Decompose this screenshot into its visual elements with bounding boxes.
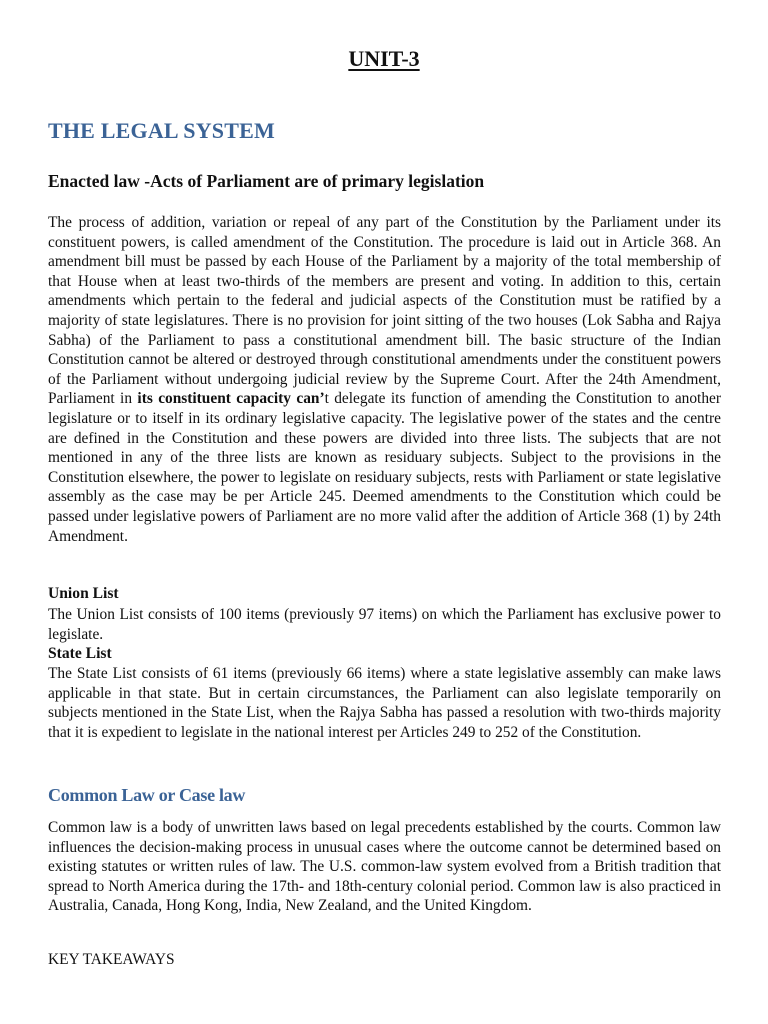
union-list-heading: Union List (48, 585, 119, 602)
common-law-heading: Common Law or Case law (48, 785, 246, 805)
key-takeaways-label: KEY TAKEAWAYS (48, 951, 175, 968)
state-list-heading: State List (48, 645, 112, 662)
union-list-paragraph: The Union List consists of 100 items (previously 97 items) on which the Parliament has exclusive power to legislate. (48, 606, 721, 643)
state-list-paragraph: The State List consists of 61 items (previously 66 items) where a state legislative assembly can make laws applicable in that state. But in certain circumstances, the Parliament can also legislate temporarily on subjects mentioned in the State List, when the Rajya Sabha has passed a resolution with two-thirds majority that it is expedient to legislate in the national interest per Articles 249 to 252 of the Constitution. (48, 665, 721, 741)
subtitle: Enacted law -Acts of Parliament are of primary legislation (48, 171, 485, 191)
section-title: THE LEGAL SYSTEM (48, 118, 275, 143)
amendment-text-part1: The process of addition, variation or repeal of any part of the Constitution by the Parliament under its constituent powers, is called amendment of the Constitution. The procedure is laid out in Article 368. An amendment bill must be passed by each House of the Parliament by a majority of the total membership of that House when at least two-thirds of the members are present and voting. In addition to this, certain amendments which pertain to the federal and judicial aspects of the Constitution must be ratified by a majority of state legislatures. There is no provision for joint sitting of the two houses (Lok Sabha and Rajya Sabha) of the Parliament to pass a constitutional amendment bill. The basic structure of the Indian Constitution cannot be altered or destroyed through constitutional amendments under the constituent powers of the Parliament without undergoing judicial review by the Supreme Court. After the 24th Amendment, Parliament in (48, 214, 721, 408)
amendment-text-bold: its constituent capacity can’ (137, 390, 325, 408)
amendment-paragraph (48, 213, 721, 546)
amendment-text-part2: t delegate its function of amending the Constitution to another legislature or to itself in its ordinary legislative capacity. The legislative power of the states and the centre are defined in the Constitution and these powers are divided into three lists. The subjects that are not mentioned in any of the three lists are known as residuary subjects. Subject to the provisions in the Constitution elsewhere, the power to legislate on residuary subjects, rests with Parliament or state legislative assembly as the case may be per Article 245. Deemed amendments to the Constitution which could be passed under legislative powers of Parliament are no more valid after the addition of Article 368 (1) by 24th Amendment. (48, 390, 721, 545)
common-law-paragraph: Common law is a body of unwritten laws based on legal precedents established by the courts. Common law influences the decision-making process in unusual cases where the outcome cannot be determined based on existing statutes or written rules of law. The U.S. common-law system evolved from a British tradition that spread to North America during the 17th- and 18th-century colonial period. Common law is also practiced in Australia, Canada, Hong Kong, India, New Zealand, and the United Kingdom. (48, 819, 721, 915)
unit-heading: UNIT-3 (348, 46, 420, 71)
